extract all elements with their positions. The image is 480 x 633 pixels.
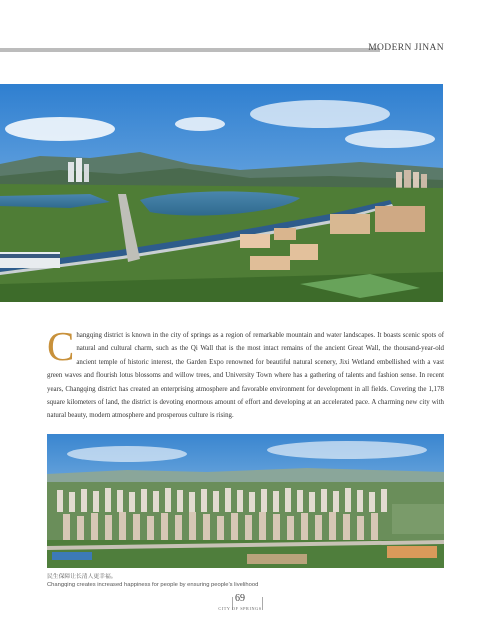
landscape-photo: [0, 84, 443, 302]
drop-cap: C: [47, 323, 75, 369]
city-photo: [47, 434, 444, 568]
caption-chinese: 民生保障让长清人更幸福。: [47, 574, 117, 580]
publication-name: CITY OF SPRINGS: [218, 606, 262, 611]
header-rule: [0, 48, 380, 52]
article-paragraph: hangqing district is known in the city of springs as a region of remarkable mountain and water landscapes. It boasts scenic spots of natural and cultural charm, such as the Qi Wall that is the most intact remains of the ancient Great Wall, the thousand-year-old ancient temple of historic interest, the Garden Expo renowned for beautiful natural scenery, Jixi Wetland embellished with a vast green waves and flourish lotus blossoms and willow trees, and University Town where has a gathering of talents and fashion sense. In recent years, Changqing district has created an enterprising atmosphere and favorable environment for development in all fields. Covering the 1,178 square kilometers of land, the district is devoting enormous amount of effort and developing at an accelerated pace. A charming new city with natural beauty, modern atmosphere and prosperous culture is rising.: [47, 332, 444, 420]
section-title: MODERN JINAN: [368, 43, 444, 53]
page-number: 69: [235, 593, 245, 604]
caption-english: Changqing creates increased happiness for people by ensuring people’s livelihood: [47, 582, 259, 588]
article-body: [47, 323, 444, 423]
photo-caption: [47, 573, 444, 589]
